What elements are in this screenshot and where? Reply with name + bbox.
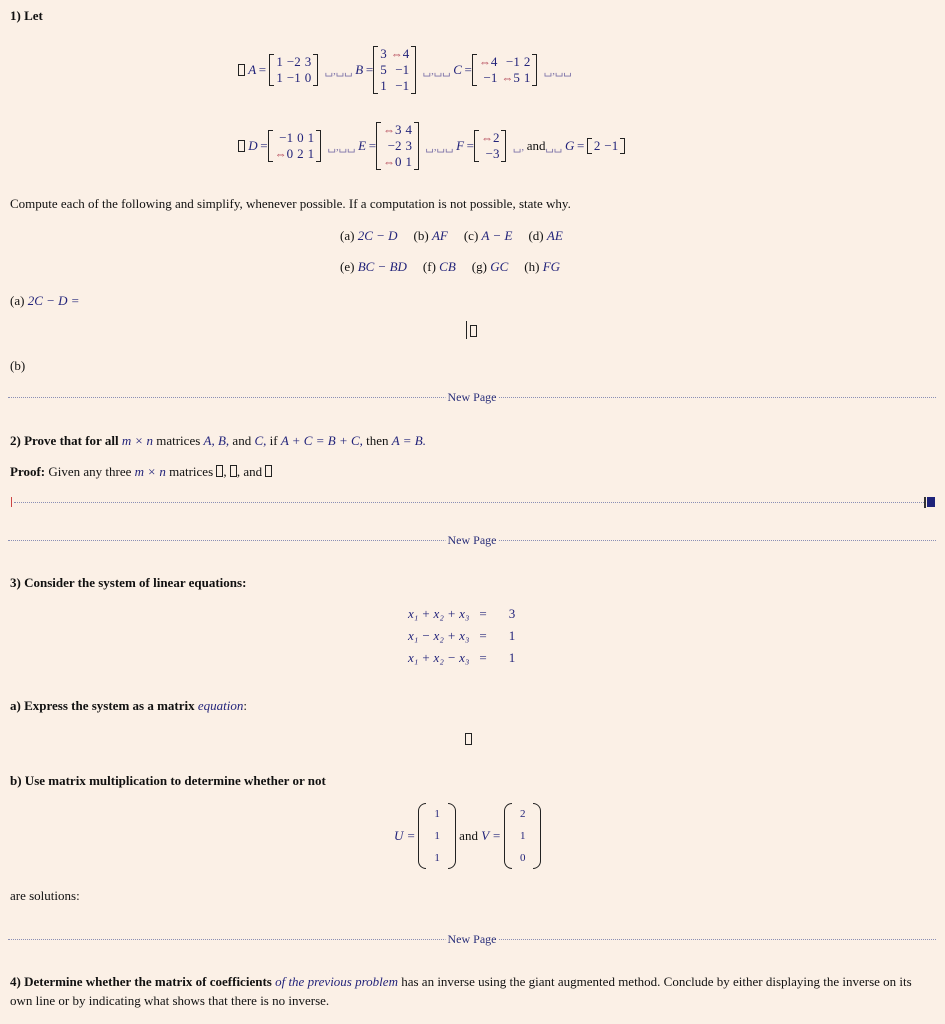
task-expression: AF [431, 228, 448, 243]
task-expression: FG [542, 259, 561, 274]
vector-v-entry: 1 [519, 830, 526, 842]
matrix-b-cell: 1 [380, 78, 387, 93]
task-item [472, 259, 508, 274]
double-arrow-icon: ⇔ [501, 71, 514, 85]
spacer-glyph: ␣␣ [545, 140, 563, 153]
equation-equals: = [479, 628, 487, 643]
placeholder-marker[interactable] [265, 465, 272, 477]
problem-3-heading: 3) Consider the system of linear equations: [10, 575, 247, 590]
matrix-row-1: A = 1 −2 3 1 −1 0 ␣,␣␣ B = 3 ⇔4 5 −1 1 −1 ␣,␣␣ C = ⇔4 −1 2 −1 ⇔5 1 ␣,␣␣ [238, 38, 572, 102]
task-label: (a) [340, 228, 358, 243]
page-break-1 [8, 389, 936, 404]
task-item [423, 259, 456, 274]
equation-rhs: 3 [508, 606, 516, 621]
matrix-d-cell: 1 [307, 130, 315, 145]
part-a-text [10, 698, 247, 714]
task-item [524, 259, 560, 274]
vector-v-entry: 2 [519, 808, 526, 820]
answer-a [10, 293, 80, 309]
answer-a-label: (a) [10, 293, 25, 308]
matrices-ab: A, B, [203, 433, 230, 448]
divider-end-bar [924, 497, 926, 508]
problem-4-rest: has an inverse using the giant augmented method. Conclude by either displaying the inverse on its own line or by indicating what shows that there is no inverse. [10, 974, 912, 1008]
input-placeholder[interactable] [470, 324, 477, 340]
and-text: and [526, 138, 546, 153]
cell-bracket-mark[interactable] [927, 497, 935, 507]
matrix-b[interactable] [373, 46, 416, 94]
placeholder-marker[interactable] [216, 465, 223, 477]
task-list-row-1 [340, 228, 579, 244]
matrix-e-cell: −2 [387, 138, 402, 153]
spacer-glyph: ␣,␣␣ [543, 64, 572, 77]
matrix-e-cell: 3 [405, 138, 413, 153]
spacer-glyph: ␣,␣␣ [425, 140, 454, 153]
task-expression: A − E [481, 228, 513, 243]
task-expression: CB [439, 259, 456, 274]
instructions-text: Compute each of the following and simplify, whenever possible. If a computation is not possible, state why. [10, 196, 571, 211]
matrix-f[interactable] [474, 130, 507, 162]
part-a-bold: a) Express the system as a matrix [10, 698, 195, 713]
equation-system [404, 603, 519, 669]
matrix-b-cell: −1 [395, 78, 410, 93]
page-break-3 [8, 931, 936, 946]
task-label: (h) [524, 259, 543, 274]
matrix-f-name: F [456, 138, 465, 153]
part-a-italic: equation [197, 698, 244, 713]
matrix-e-name: E [358, 138, 367, 153]
task-label: (c) [463, 228, 482, 243]
equation-row [404, 625, 519, 647]
vector-u-entry: 1 [434, 830, 440, 842]
double-arrow-icon: ⇔ [390, 47, 403, 61]
matrix-c-name: C [453, 62, 462, 77]
matrix-a-cell: −2 [286, 54, 301, 69]
divider-start-mark [11, 497, 12, 507]
matrix-e-cell: 1 [405, 154, 413, 169]
part-a-end: : [243, 698, 248, 713]
matrix-e-cell: 4 [405, 122, 413, 137]
matrix-e[interactable] [376, 122, 419, 170]
then-word: then [366, 433, 389, 448]
spacer-glyph: ␣,␣␣ [324, 64, 353, 77]
part-b-text: b) Use matrix multiplication to determine whether or not [10, 773, 326, 788]
task-label: (g) [471, 259, 491, 274]
matrix-a-cell: 0 [304, 70, 312, 85]
vector-u-entry: 1 [434, 852, 440, 864]
task-expression: AE [546, 228, 563, 243]
matrix-c-cell: 2 [523, 54, 531, 69]
problem-4-text [10, 972, 935, 1010]
matrix-a[interactable] [269, 54, 318, 86]
task-item [464, 228, 513, 243]
placeholder-marker[interactable] [230, 465, 237, 477]
problem-4-bold: 4) Determine whether the matrix of coefficients [10, 974, 272, 989]
matrix-a-cell: 3 [304, 54, 312, 69]
matrix-c-cell: −1 [506, 54, 520, 69]
equation-rhs: 1 [508, 628, 516, 643]
double-arrow-icon: ⇔ [383, 155, 396, 169]
matrices-word: matrices [156, 433, 201, 448]
text-cursor [466, 321, 467, 339]
matrix-c-cell: −1 [483, 70, 498, 85]
double-arrow-icon: ⇔ [274, 147, 287, 161]
spacer-glyph: ␣,␣␣ [422, 64, 451, 77]
equation-equals: = [479, 606, 487, 621]
double-arrow-icon: ⇔ [480, 131, 493, 145]
task-label: (d) [528, 228, 547, 243]
task-expression: BC − BD [357, 259, 407, 274]
matrix-g-cell: 2 [593, 138, 601, 153]
matrix-f-cell: −3 [485, 146, 500, 161]
matrix-d[interactable] [268, 130, 322, 162]
condition: A + C = B + C, [280, 433, 363, 448]
page-break-2 [8, 532, 936, 547]
matrix-c-cell: ⇔4 [478, 54, 498, 69]
matrix-row-2: D = −1 0 1 ⇔0 2 1 ␣,␣␣ E = ⇔3 4 −2 3 ⇔0 1 ␣,␣␣ F = ⇔2 −3 ␣, and ␣␣ G = 2 −1 [238, 114, 625, 178]
matrix-a-cell: −1 [286, 70, 301, 85]
task-expression: 2C − D [357, 228, 398, 243]
vector-u-name: U = [394, 828, 416, 843]
double-arrow-icon: ⇔ [478, 55, 491, 69]
matrix-a-cell: 1 [276, 54, 283, 69]
task-label: (b) [413, 228, 432, 243]
task-item [340, 228, 398, 243]
answer-b-label: (b) [10, 358, 26, 373]
matrix-a-cell: 1 [276, 70, 283, 85]
problem-1-heading: 1) Let [10, 8, 43, 23]
matrix-b-cell: 3 [380, 46, 387, 61]
proof-text: Given any three [48, 464, 132, 479]
task-expression: GC [490, 259, 509, 274]
proof-line: Proof: Given any three m × n matrices , , and [10, 464, 272, 480]
matrix-g[interactable] [587, 138, 625, 154]
vector-u-entry: 1 [434, 808, 440, 820]
equation-lhs: x₁ + x₂ − x₃ [408, 650, 470, 665]
matrix-c-cell: ⇔5 [501, 70, 520, 85]
placeholder-marker[interactable] [238, 140, 245, 152]
answer-a-expression: 2C − D = [27, 293, 80, 308]
matrix-e-cell: ⇔0 [383, 154, 402, 169]
matrix-g-name: G [564, 138, 575, 153]
matrix-a-name: A [248, 62, 257, 77]
matrix-d-cell: ⇔0 [274, 146, 294, 161]
double-arrow-icon: ⇔ [383, 123, 396, 137]
problem-2-heading [10, 433, 426, 449]
matrix-b-cell: ⇔4 [390, 46, 410, 61]
solution-vectors [394, 799, 541, 873]
m-by-n: m × n [134, 464, 166, 479]
problem-2-title: 2) Prove that for all [10, 433, 119, 448]
equation-equals: = [479, 650, 487, 665]
proof-text-2: matrices [169, 464, 214, 479]
new-page-label: New Page [447, 532, 497, 547]
task-item [528, 228, 562, 243]
problem-4-italic: of the previous problem [275, 974, 398, 989]
and-word: and [232, 433, 252, 448]
section-divider [14, 502, 924, 503]
equation-lhs: x₁ + x₂ + x₃ [408, 606, 470, 621]
m-by-n: m × n [121, 433, 153, 448]
input-placeholder[interactable] [465, 732, 472, 748]
vector-v-entry: 0 [519, 852, 526, 864]
vector-v[interactable] [504, 803, 542, 869]
new-page-label: New Page [447, 389, 497, 404]
task-list-row-2 [340, 259, 576, 275]
placeholder-marker[interactable] [238, 64, 245, 76]
are-solutions-text: are solutions: [10, 888, 80, 903]
matrix-d-cell: 0 [297, 130, 304, 145]
new-page-label: New Page [447, 931, 497, 946]
matrix-b-cell: −1 [395, 62, 410, 77]
spacer-glyph: ␣,␣␣ [327, 140, 356, 153]
equation-row [404, 647, 519, 669]
conclusion: A = B. [391, 433, 426, 448]
task-label: (e) [340, 259, 358, 274]
matrix-d-name: D [248, 138, 258, 153]
matrix-g-cell: −1 [604, 138, 619, 153]
matrix-b-name: B [355, 62, 364, 77]
matrix-f-cell: ⇔2 [480, 130, 500, 145]
equation-rhs: 1 [508, 650, 516, 665]
spacer-glyph: ␣, [512, 140, 525, 153]
matrix-d-cell: −1 [279, 130, 294, 145]
equation-row [404, 603, 519, 625]
equation-lhs: x₁ − x₂ + x₃ [408, 628, 470, 643]
matrix-d-cell: 2 [297, 146, 304, 161]
matrix-b-cell: 5 [380, 62, 387, 77]
and-word: and [459, 828, 478, 843]
matrix-c-cell: 1 [523, 70, 531, 85]
task-item [340, 259, 407, 274]
if-word: if [269, 433, 278, 448]
and-word: and [243, 464, 263, 479]
vector-u[interactable] [418, 803, 456, 869]
task-item [414, 228, 448, 243]
matrix-c-ref: C, [254, 433, 267, 448]
matrix-e-cell: ⇔3 [383, 122, 402, 137]
proof-label: Proof: [10, 464, 46, 479]
matrix-d-cell: 1 [307, 146, 315, 161]
matrix-c[interactable] [472, 54, 538, 86]
vector-v-name: V = [481, 828, 501, 843]
task-label: (f) [422, 259, 440, 274]
